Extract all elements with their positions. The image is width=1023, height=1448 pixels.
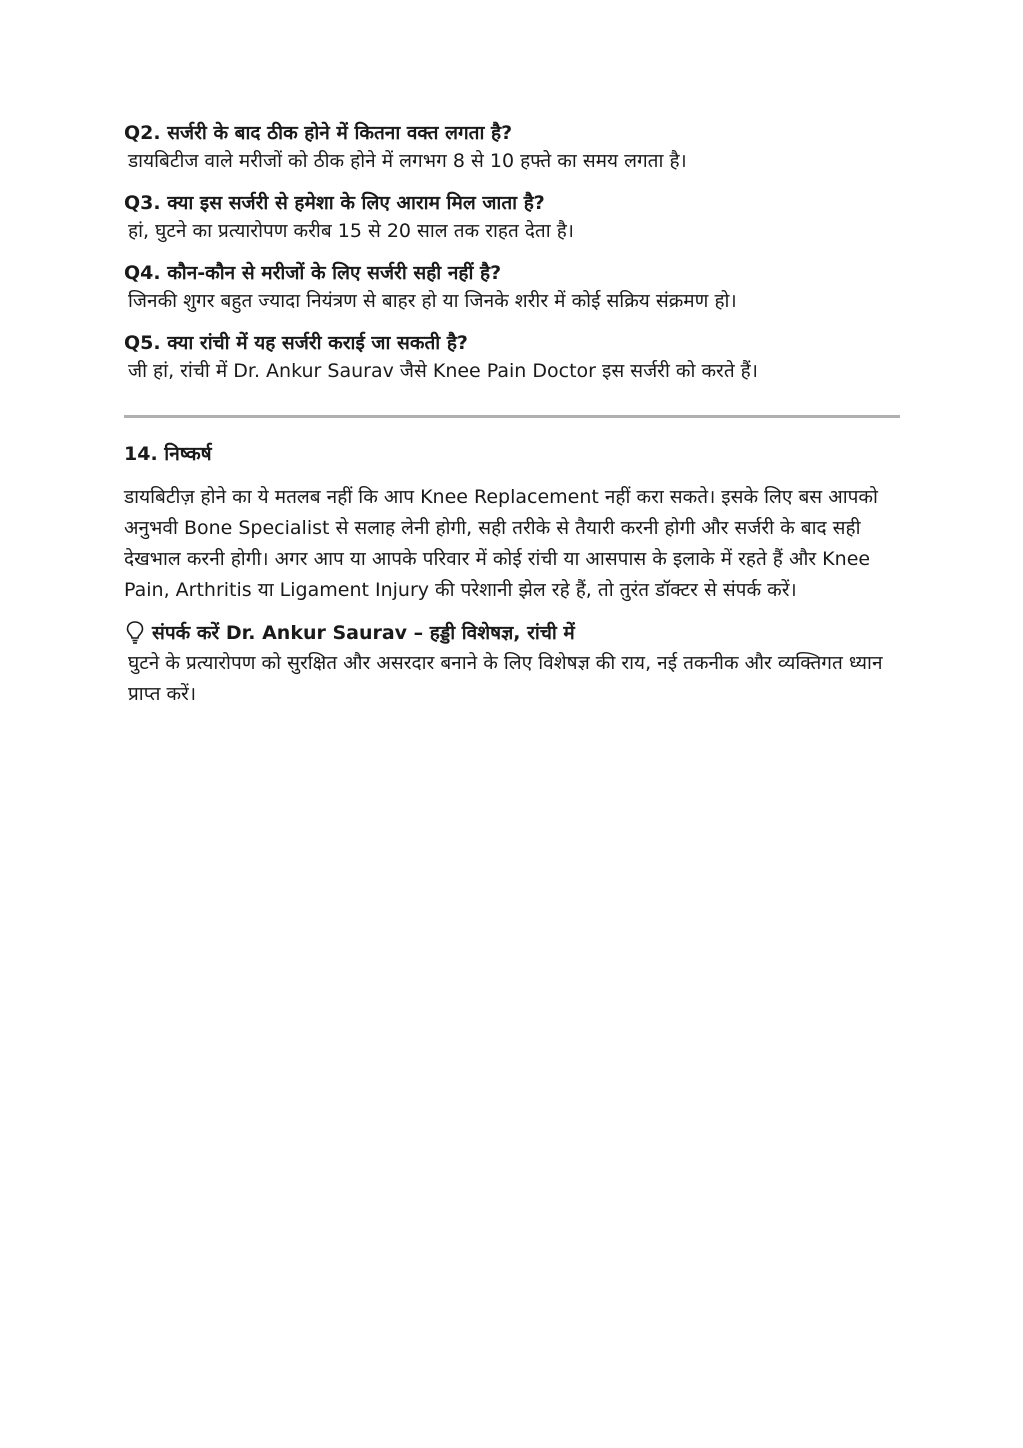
faq-item-q5 bbox=[124, 328, 900, 385]
faq-question: Q3. क्या इस सर्जरी से हमेशा के लिए आराम मिल जाता है? bbox=[124, 192, 545, 214]
faq-answer: जिनकी शुगर बहुत ज्यादा नियंत्रण से बाहर हो या जिनके शरीर में कोई सक्रिय संक्रमण हो। bbox=[128, 290, 737, 312]
contact-text: घुटने के प्रत्यारोपण को सुरक्षित और असरदार बनाने के लिए विशेषज्ञ की राय, नई तकनीक और व्यक्तिगत ध्यान प्राप्त करें। bbox=[128, 652, 883, 705]
faq-question: Q2. सर्जरी के बाद ठीक होने में कितना वक्त लगता है? bbox=[124, 122, 513, 144]
faq-answer: डायबिटीज वाले मरीजों को ठीक होने में लगभग 8 से 10 हफ्ते का समय लगता है। bbox=[128, 150, 687, 172]
faq-question: Q5. क्या रांची में यह सर्जरी कराई जा सकती है? bbox=[124, 332, 468, 354]
conclusion-paragraph: डायबिटीज़ होने का ये मतलब नहीं कि आप Knee Replacement नहीं करा सकते। इसके लिए बस आपको अनुभवी Bone Specialist से सलाह लेनी होगी, सही तरीके से तैयारी करनी होगी और सर्जरी के बाद सही देखभाल करनी होगी। अगर आप या आपके परिवार में कोई रांची या आसपास के इलाके में रहते हैं और Knee Pain, Arthritis या Ligament Injury की परेशानी झेल रहे हैं, तो तुरंत डॉक्टर से संपर्क करें। bbox=[124, 486, 878, 601]
faq-question: Q4. कौन-कौन से मरीजों के लिए सर्जरी सही नहीं है? bbox=[124, 262, 502, 284]
faq-item-q3 bbox=[124, 188, 900, 245]
faq-item-q4 bbox=[124, 258, 900, 315]
conclusion-heading: 14. निष्कर्ष bbox=[124, 443, 212, 465]
faq-item-q2 bbox=[124, 118, 900, 175]
contact-heading-row bbox=[124, 618, 900, 648]
faq-answer: हां, घुटने का प्रत्यारोपण करीब 15 से 20 साल तक राहत देता है। bbox=[128, 220, 575, 242]
contact-heading: संपर्क करें Dr. Ankur Saurav – हड्डी विशेषज्ञ, रांची में bbox=[152, 622, 575, 644]
document-content bbox=[124, 118, 900, 710]
faq-answer: जी हां, रांची में Dr. Ankur Saurav जैसे Knee Pain Doctor इस सर्जरी को करते हैं। bbox=[128, 360, 758, 382]
section-divider bbox=[124, 415, 900, 418]
lightbulb-icon bbox=[124, 620, 146, 646]
